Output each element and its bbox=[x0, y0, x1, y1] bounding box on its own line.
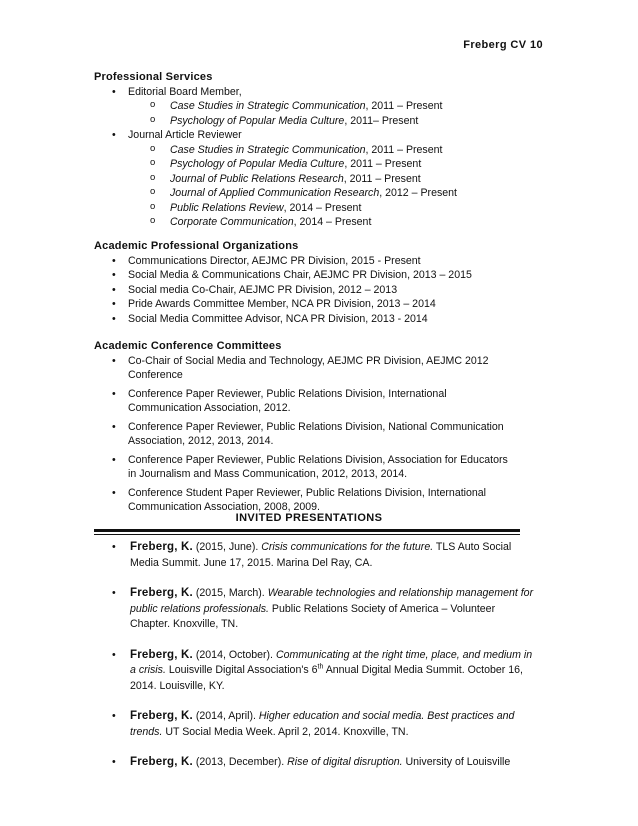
list-item: o Case Studies in Strategic Communication, 2011 – Present bbox=[94, 143, 524, 158]
list-item: • Social Media Committee Advisor, NCA PR Division, 2013 - 2014 bbox=[94, 312, 524, 327]
list-item: o Journal of Applied Communication Research, 2012 – Present bbox=[94, 186, 524, 201]
committees-section bbox=[94, 339, 514, 515]
section-title: Academic Professional Organizations bbox=[94, 240, 299, 252]
list-item: o Psychology of Popular Media Culture, 2011– Present bbox=[94, 114, 524, 129]
professional-services-section bbox=[94, 70, 524, 230]
list-item: o Public Relations Review, 2014 – Present bbox=[94, 201, 524, 216]
list-item: o Case Studies in Strategic Communication, 2011 – Present bbox=[94, 99, 524, 114]
invited-presentations-list bbox=[94, 540, 534, 771]
list-item: • Co-Chair of Social Media and Technology, AEJMC PR Division, AEJMC 2012 Conference bbox=[94, 354, 514, 383]
list-item: • Editorial Board Member, bbox=[94, 85, 524, 100]
section-title: Academic Conference Committees bbox=[94, 340, 282, 352]
list-item: o Journal of Public Relations Research, 2011 – Present bbox=[94, 172, 524, 187]
list-item: • Conference Student Paper Reviewer, Public Relations Division, International Communication Association, 2008, 2009. bbox=[94, 486, 514, 515]
organizations-section bbox=[94, 239, 524, 326]
list-item: • Conference Paper Reviewer, Public Relations Division, Association for Educators in Journalism and Mass Communication, 2012, 2013, 2014. bbox=[94, 453, 514, 482]
invited-presentations-title: INVITED PRESENTATIONS bbox=[235, 512, 383, 524]
list-item: • Pride Awards Committee Member, NCA PR Division, 2013 – 2014 bbox=[94, 297, 524, 312]
list-item: • Freberg, K. (2014, April). Higher education and social media. Best practices and trends. UT Social Media Week. April 2, 2014. Knoxville, TN. bbox=[94, 709, 534, 740]
list-item: • Journal Article Reviewer bbox=[94, 128, 524, 143]
list-item: • Social Media & Communications Chair, AEJMC PR Division, 2013 – 2015 bbox=[94, 268, 524, 283]
page-header: Freberg CV 10 bbox=[463, 39, 543, 51]
list-item: • Freberg, K. (2015, June). Crisis communications for the future. TLS Auto Social Media Summit. June 17, 2015. Marina Del Ray, CA. bbox=[94, 540, 534, 571]
list-item: • Freberg, K. (2013, December). Rise of digital disruption. University of Louisville bbox=[94, 755, 534, 771]
list-item: • Conference Paper Reviewer, Public Relations Division, National Communication Association, 2012, 2013, 2014. bbox=[94, 420, 514, 449]
divider bbox=[94, 529, 520, 532]
list-item: o Corporate Communication, 2014 – Present bbox=[94, 215, 524, 230]
list-item: • Freberg, K. (2015, March). Wearable technologies and relationship management for public relations professionals. Public Relations Society of America – Volunteer Chapter. Knoxville, TN. bbox=[94, 586, 534, 633]
divider bbox=[94, 534, 520, 535]
list-item: o Psychology of Popular Media Culture, 2011 – Present bbox=[94, 157, 524, 172]
list-item: • Conference Paper Reviewer, Public Relations Division, International Communication Association, 2012. bbox=[94, 387, 514, 416]
list-item: • Social media Co-Chair, AEJMC PR Division, 2012 – 2013 bbox=[94, 283, 524, 298]
list-item: • Communications Director, AEJMC PR Division, 2015 - Present bbox=[94, 254, 524, 269]
section-title: Professional Services bbox=[94, 71, 213, 83]
list-item: • Freberg, K. (2014, October). Communicating at the right time, place, and medium in a crisis. Louisville Digital Association's 6th Annual Digital Media Summit. October 16, 2014. Louisville, KY. bbox=[94, 648, 534, 695]
